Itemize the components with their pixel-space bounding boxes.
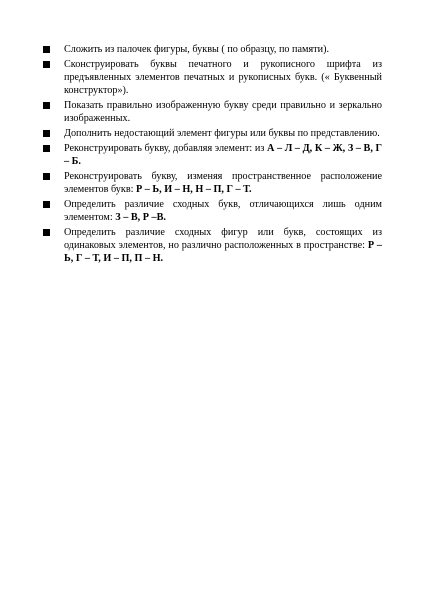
square-bullet-icon [43, 102, 50, 109]
item-text: Определить различие сходных фигур или букв, состоящих из одинаковых элементов, но различно расположенных в пространстве: [64, 227, 382, 251]
letter-examples: А – Л – Д, К – Ж, З – В, Г – Б. [64, 143, 382, 167]
square-bullet-icon [43, 201, 50, 208]
square-bullet-icon [43, 229, 50, 236]
item-text: Сконструировать буквы печатного и рукописного шрифта из предъявленных элементов печатных и рукописных букв. (« Буквенный конструктор»). [64, 59, 382, 96]
item-text: Определить различие сходных букв, отличающихся лишь одним элементом: [64, 199, 382, 223]
item-text: Показать правильно изображенную букву среди правильно и зеркально изображенных. [64, 100, 382, 124]
letter-examples: Р – Ь, И – Н, Н – П, Г – Т. [136, 184, 252, 195]
square-bullet-icon [43, 173, 50, 180]
item-text: Дополнить недостающий элемент фигуры или буквы по представлению. [64, 128, 380, 139]
list-item [42, 198, 382, 224]
item-text: Реконструировать букву, изменяя пространственное расположение элементов букв: [64, 171, 382, 195]
item-text: Сложить из палочек фигуры, буквы ( по образцу, по памяти). [64, 44, 330, 55]
list-item [42, 58, 382, 97]
list-item [42, 99, 382, 125]
item-text: Реконструировать букву, добавляя элемент: из [64, 143, 267, 154]
square-bullet-icon [43, 145, 50, 152]
list-item [42, 127, 382, 140]
list-item [42, 142, 382, 168]
letter-examples: З – В, Р –В. [115, 212, 166, 223]
list-item [42, 43, 382, 56]
square-bullet-icon [43, 61, 50, 68]
list-item [42, 226, 382, 265]
square-bullet-icon [43, 130, 50, 137]
list-item [42, 170, 382, 196]
letter-examples: Р – Ь, Г – Т, И – П, П – Н. [64, 240, 382, 264]
square-bullet-icon [43, 46, 50, 53]
task-list [42, 43, 382, 267]
